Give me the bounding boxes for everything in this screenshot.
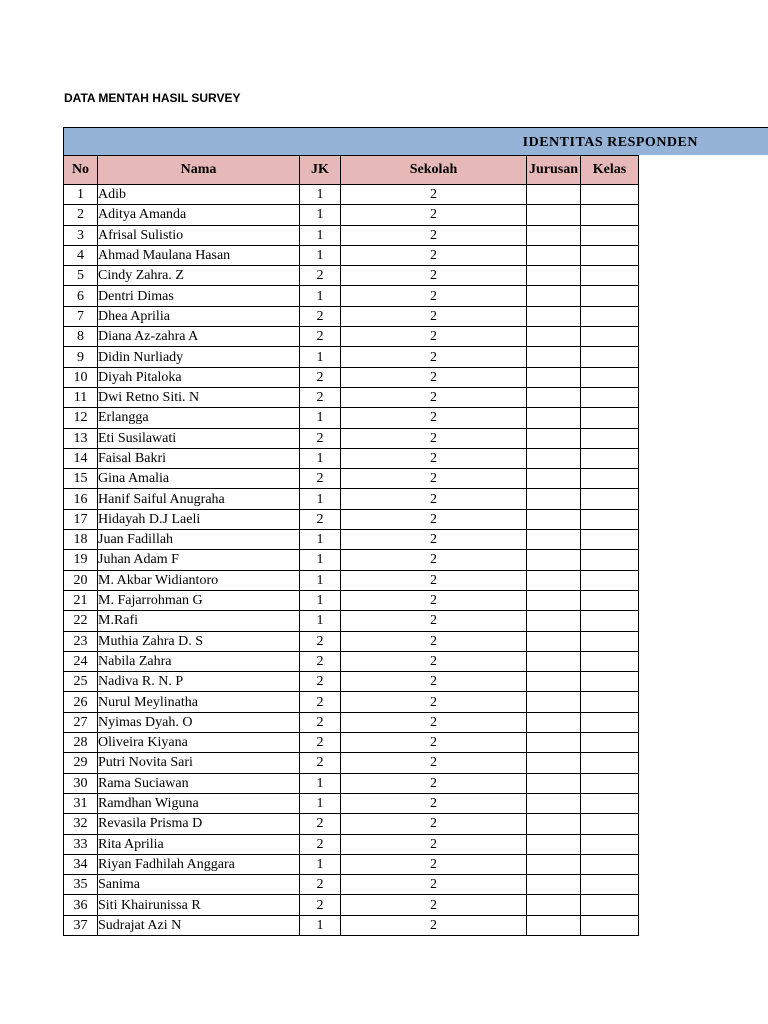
cell-jk: 2 — [300, 672, 341, 692]
cell-sekolah: 2 — [341, 712, 527, 732]
cell-kelas — [581, 611, 639, 631]
cell-no: 14 — [64, 448, 98, 468]
table-row — [64, 692, 639, 712]
cell-kelas — [581, 387, 639, 407]
table-row — [64, 895, 639, 915]
cell-jurusan — [527, 469, 581, 489]
cell-jk: 2 — [300, 367, 341, 387]
cell-nama: Diyah Pitaloka — [98, 367, 300, 387]
section-banner — [63, 127, 768, 155]
table-row — [64, 570, 639, 590]
cell-kelas — [581, 550, 639, 570]
cell-nama: Diana Az-zahra A — [98, 327, 300, 347]
table-row — [64, 387, 639, 407]
cell-nama: Didin Nurliady — [98, 347, 300, 367]
cell-nama: Cindy Zahra. Z — [98, 266, 300, 286]
cell-jk: 1 — [300, 854, 341, 874]
cell-kelas — [581, 875, 639, 895]
cell-kelas — [581, 408, 639, 428]
cell-sekolah: 2 — [341, 408, 527, 428]
cell-sekolah: 2 — [341, 509, 527, 529]
table-row — [64, 205, 639, 225]
cell-sekolah: 2 — [341, 185, 527, 205]
cell-nama: Sanima — [98, 875, 300, 895]
cell-nama: Erlangga — [98, 408, 300, 428]
table-row — [64, 854, 639, 874]
cell-jk: 2 — [300, 428, 341, 448]
cell-jurusan — [527, 205, 581, 225]
cell-kelas — [581, 793, 639, 813]
cell-nama: M. Fajarrohman G — [98, 590, 300, 610]
cell-no: 7 — [64, 306, 98, 326]
cell-jk: 1 — [300, 245, 341, 265]
table-row — [64, 773, 639, 793]
cell-jk: 1 — [300, 448, 341, 468]
cell-no: 5 — [64, 266, 98, 286]
page-title: DATA MENTAH HASIL SURVEY — [64, 91, 241, 105]
table-row — [64, 712, 639, 732]
cell-no: 31 — [64, 793, 98, 813]
cell-kelas — [581, 854, 639, 874]
cell-sekolah: 2 — [341, 448, 527, 468]
cell-kelas — [581, 185, 639, 205]
cell-no: 27 — [64, 712, 98, 732]
cell-nama: Adib — [98, 185, 300, 205]
cell-sekolah: 2 — [341, 347, 527, 367]
cell-no: 23 — [64, 631, 98, 651]
cell-kelas — [581, 245, 639, 265]
table-row — [64, 367, 639, 387]
cell-nama: Sudrajat Azi N — [98, 915, 300, 935]
cell-kelas — [581, 448, 639, 468]
cell-nama: Putri Novita Sari — [98, 753, 300, 773]
cell-no: 1 — [64, 185, 98, 205]
cell-jurusan — [527, 225, 581, 245]
cell-kelas — [581, 895, 639, 915]
cell-nama: Faisal Bakri — [98, 448, 300, 468]
cell-jurusan — [527, 448, 581, 468]
cell-jk: 2 — [300, 712, 341, 732]
cell-no: 22 — [64, 611, 98, 631]
table-row — [64, 611, 639, 631]
cell-jk: 1 — [300, 286, 341, 306]
cell-sekolah: 2 — [341, 915, 527, 935]
cell-nama: Hidayah D.J Laeli — [98, 509, 300, 529]
cell-jk: 2 — [300, 895, 341, 915]
cell-jk: 2 — [300, 753, 341, 773]
cell-jurusan — [527, 875, 581, 895]
cell-nama: Dentri Dimas — [98, 286, 300, 306]
cell-kelas — [581, 327, 639, 347]
cell-sekolah: 2 — [341, 753, 527, 773]
cell-jk: 1 — [300, 611, 341, 631]
cell-sekolah: 2 — [341, 692, 527, 712]
cell-no: 28 — [64, 733, 98, 753]
cell-kelas — [581, 590, 639, 610]
table-row — [64, 814, 639, 834]
cell-kelas — [581, 347, 639, 367]
cell-sekolah: 2 — [341, 428, 527, 448]
table-row — [64, 347, 639, 367]
cell-kelas — [581, 509, 639, 529]
cell-sekolah: 2 — [341, 834, 527, 854]
table-row — [64, 733, 639, 753]
table-row — [64, 266, 639, 286]
cell-kelas — [581, 469, 639, 489]
cell-nama: Aditya Amanda — [98, 205, 300, 225]
cell-sekolah: 2 — [341, 306, 527, 326]
table-row — [64, 875, 639, 895]
cell-nama: Rita Aprilia — [98, 834, 300, 854]
cell-nama: Juhan Adam F — [98, 550, 300, 570]
cell-jk: 1 — [300, 550, 341, 570]
cell-nama: Afrisal Sulistio — [98, 225, 300, 245]
cell-jk: 2 — [300, 327, 341, 347]
header-no: No — [64, 156, 98, 185]
cell-kelas — [581, 834, 639, 854]
table-row — [64, 509, 639, 529]
cell-kelas — [581, 753, 639, 773]
cell-no: 33 — [64, 834, 98, 854]
cell-nama: Dwi Retno Siti. N — [98, 387, 300, 407]
table-row — [64, 469, 639, 489]
table-row — [64, 915, 639, 935]
cell-no: 25 — [64, 672, 98, 692]
cell-no: 9 — [64, 347, 98, 367]
table-row — [64, 306, 639, 326]
banner-label: IDENTITAS RESPONDEN — [522, 135, 698, 150]
cell-no: 36 — [64, 895, 98, 915]
cell-nama: Siti Khairunissa R — [98, 895, 300, 915]
cell-jurusan — [527, 266, 581, 286]
table-row — [64, 489, 639, 509]
cell-sekolah: 2 — [341, 814, 527, 834]
cell-nama: Muthia Zahra D. S — [98, 631, 300, 651]
cell-no: 16 — [64, 489, 98, 509]
cell-nama: Revasila Prisma D — [98, 814, 300, 834]
cell-jurusan — [527, 570, 581, 590]
cell-no: 34 — [64, 854, 98, 874]
cell-jk: 2 — [300, 733, 341, 753]
cell-jk: 1 — [300, 773, 341, 793]
cell-jurusan — [527, 347, 581, 367]
cell-nama: Nadiva R. N. P — [98, 672, 300, 692]
cell-nama: M.Rafi — [98, 611, 300, 631]
cell-kelas — [581, 367, 639, 387]
cell-jk: 2 — [300, 387, 341, 407]
cell-jurusan — [527, 550, 581, 570]
cell-sekolah: 2 — [341, 225, 527, 245]
cell-jurusan — [527, 286, 581, 306]
cell-jurusan — [527, 915, 581, 935]
cell-kelas — [581, 570, 639, 590]
cell-sekolah: 2 — [341, 854, 527, 874]
cell-no: 24 — [64, 651, 98, 671]
cell-kelas — [581, 631, 639, 651]
cell-nama: Nabila Zahra — [98, 651, 300, 671]
cell-jk: 2 — [300, 631, 341, 651]
cell-nama: Nurul Meylinatha — [98, 692, 300, 712]
cell-nama: Eti Susilawati — [98, 428, 300, 448]
cell-nama: Riyan Fadhilah Anggara — [98, 854, 300, 874]
header-row — [64, 156, 639, 185]
cell-no: 29 — [64, 753, 98, 773]
cell-no: 19 — [64, 550, 98, 570]
cell-kelas — [581, 814, 639, 834]
cell-jurusan — [527, 408, 581, 428]
cell-sekolah: 2 — [341, 570, 527, 590]
cell-kelas — [581, 205, 639, 225]
cell-jk: 2 — [300, 266, 341, 286]
header-jurusan: Jurusan — [527, 156, 581, 185]
cell-sekolah: 2 — [341, 245, 527, 265]
cell-kelas — [581, 733, 639, 753]
cell-jk: 1 — [300, 205, 341, 225]
cell-kelas — [581, 692, 639, 712]
cell-jk: 1 — [300, 347, 341, 367]
cell-sekolah: 2 — [341, 266, 527, 286]
cell-kelas — [581, 530, 639, 550]
cell-jurusan — [527, 834, 581, 854]
table-row — [64, 327, 639, 347]
header-jk: JK — [300, 156, 341, 185]
cell-nama: Hanif Saiful Anugraha — [98, 489, 300, 509]
cell-jurusan — [527, 692, 581, 712]
cell-kelas — [581, 489, 639, 509]
cell-no: 3 — [64, 225, 98, 245]
cell-jurusan — [527, 712, 581, 732]
cell-no: 4 — [64, 245, 98, 265]
cell-jurusan — [527, 509, 581, 529]
cell-sekolah: 2 — [341, 733, 527, 753]
cell-nama: Gina Amalia — [98, 469, 300, 489]
cell-jurusan — [527, 753, 581, 773]
cell-jurusan — [527, 895, 581, 915]
cell-jurusan — [527, 814, 581, 834]
cell-no: 37 — [64, 915, 98, 935]
table-row — [64, 793, 639, 813]
cell-no: 35 — [64, 875, 98, 895]
table-row — [64, 753, 639, 773]
cell-jk: 2 — [300, 469, 341, 489]
cell-no: 12 — [64, 408, 98, 428]
cell-sekolah: 2 — [341, 489, 527, 509]
cell-jk: 2 — [300, 692, 341, 712]
cell-nama: Ahmad Maulana Hasan — [98, 245, 300, 265]
cell-no: 18 — [64, 530, 98, 550]
cell-jk: 2 — [300, 306, 341, 326]
table-row — [64, 651, 639, 671]
table-row — [64, 245, 639, 265]
cell-sekolah: 2 — [341, 793, 527, 813]
cell-sekolah: 2 — [341, 672, 527, 692]
table-row — [64, 448, 639, 468]
cell-kelas — [581, 286, 639, 306]
cell-kelas — [581, 306, 639, 326]
cell-jk: 1 — [300, 185, 341, 205]
cell-no: 26 — [64, 692, 98, 712]
header-nama: Nama — [98, 156, 300, 185]
cell-kelas — [581, 651, 639, 671]
cell-jk: 1 — [300, 225, 341, 245]
cell-kelas — [581, 712, 639, 732]
cell-jk: 1 — [300, 408, 341, 428]
table-row — [64, 590, 639, 610]
table-row — [64, 286, 639, 306]
cell-jk: 2 — [300, 875, 341, 895]
cell-jk: 1 — [300, 530, 341, 550]
cell-jk: 1 — [300, 570, 341, 590]
cell-jurusan — [527, 672, 581, 692]
cell-no: 20 — [64, 570, 98, 590]
respondent-table — [63, 155, 639, 936]
cell-nama: Rama Suciawan — [98, 773, 300, 793]
cell-sekolah: 2 — [341, 895, 527, 915]
cell-jurusan — [527, 793, 581, 813]
cell-nama: Oliveira Kiyana — [98, 733, 300, 753]
cell-no: 10 — [64, 367, 98, 387]
cell-sekolah: 2 — [341, 205, 527, 225]
cell-no: 17 — [64, 509, 98, 529]
cell-nama: Nyimas Dyah. O — [98, 712, 300, 732]
cell-jurusan — [527, 773, 581, 793]
cell-sekolah: 2 — [341, 773, 527, 793]
cell-no: 6 — [64, 286, 98, 306]
cell-sekolah: 2 — [341, 631, 527, 651]
cell-jurusan — [527, 245, 581, 265]
cell-jk: 1 — [300, 590, 341, 610]
table-row — [64, 408, 639, 428]
table-row — [64, 185, 639, 205]
cell-kelas — [581, 428, 639, 448]
cell-jk: 2 — [300, 651, 341, 671]
cell-nama: Ramdhan Wiguna — [98, 793, 300, 813]
cell-nama: M. Akbar Widiantoro — [98, 570, 300, 590]
header-kelas: Kelas — [581, 156, 639, 185]
cell-jurusan — [527, 631, 581, 651]
cell-sekolah: 2 — [341, 367, 527, 387]
cell-jk: 1 — [300, 915, 341, 935]
cell-jurusan — [527, 327, 581, 347]
cell-sekolah: 2 — [341, 387, 527, 407]
cell-jk: 1 — [300, 793, 341, 813]
cell-jk: 2 — [300, 834, 341, 854]
table-row — [64, 631, 639, 651]
cell-jurusan — [527, 306, 581, 326]
table-row — [64, 672, 639, 692]
table-body — [64, 185, 639, 936]
cell-no: 13 — [64, 428, 98, 448]
cell-no: 32 — [64, 814, 98, 834]
cell-jurusan — [527, 854, 581, 874]
cell-jurusan — [527, 185, 581, 205]
table-row — [64, 225, 639, 245]
cell-sekolah: 2 — [341, 469, 527, 489]
cell-jurusan — [527, 590, 581, 610]
cell-sekolah: 2 — [341, 875, 527, 895]
cell-jurusan — [527, 387, 581, 407]
cell-kelas — [581, 915, 639, 935]
cell-sekolah: 2 — [341, 550, 527, 570]
cell-jurusan — [527, 367, 581, 387]
cell-sekolah: 2 — [341, 590, 527, 610]
cell-no: 8 — [64, 327, 98, 347]
cell-no: 30 — [64, 773, 98, 793]
table-row — [64, 428, 639, 448]
cell-kelas — [581, 266, 639, 286]
cell-sekolah: 2 — [341, 611, 527, 631]
cell-jurusan — [527, 428, 581, 448]
cell-jurusan — [527, 733, 581, 753]
cell-sekolah: 2 — [341, 327, 527, 347]
cell-kelas — [581, 773, 639, 793]
cell-jurusan — [527, 489, 581, 509]
cell-kelas — [581, 225, 639, 245]
cell-no: 2 — [64, 205, 98, 225]
header-sekolah: Sekolah — [341, 156, 527, 185]
cell-no: 21 — [64, 590, 98, 610]
cell-jk: 2 — [300, 814, 341, 834]
cell-nama: Juan Fadillah — [98, 530, 300, 550]
cell-jurusan — [527, 530, 581, 550]
table-row — [64, 834, 639, 854]
cell-sekolah: 2 — [341, 651, 527, 671]
cell-kelas — [581, 672, 639, 692]
cell-sekolah: 2 — [341, 530, 527, 550]
cell-jurusan — [527, 651, 581, 671]
cell-nama: Dhea Aprilia — [98, 306, 300, 326]
cell-no: 15 — [64, 469, 98, 489]
cell-jk: 1 — [300, 489, 341, 509]
cell-jurusan — [527, 611, 581, 631]
cell-no: 11 — [64, 387, 98, 407]
cell-jk: 2 — [300, 509, 341, 529]
table-row — [64, 530, 639, 550]
cell-sekolah: 2 — [341, 286, 527, 306]
table-row — [64, 550, 639, 570]
